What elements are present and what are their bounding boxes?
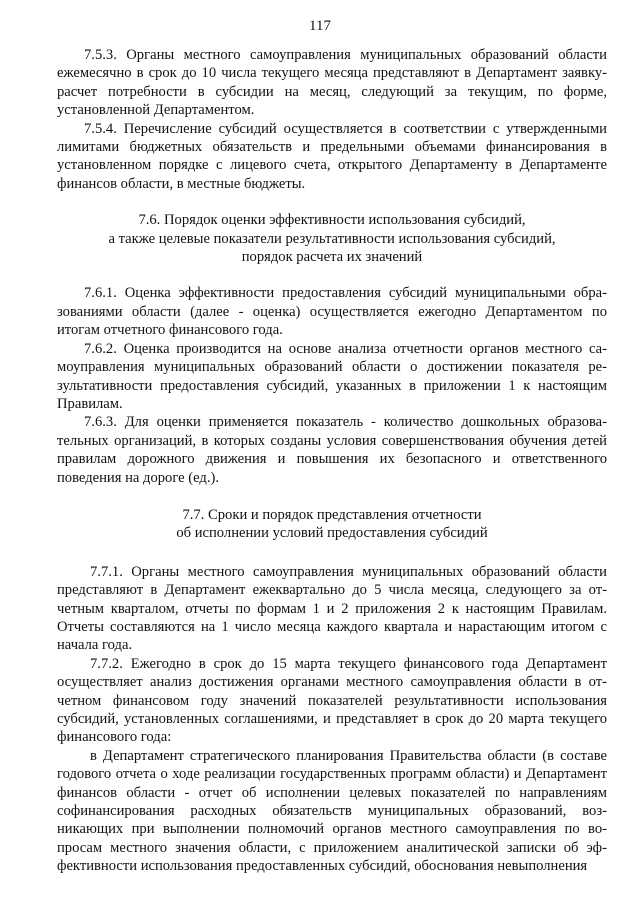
heading-line: 7.6. Порядок оценки эффективности использования субсидий, bbox=[138, 212, 526, 229]
heading-line: а также целевые показатели результативности использования субсидий, bbox=[108, 230, 556, 247]
paragraph-7-5-4: 7.5.4. Перечисление субсидий осуществляется в соответствии с утвержденными лимитами бюджетных обязательств и предельными объемами финансирования в установленном порядке с лицевого счета, открытого Департаменту в Департаменте финансов области, в местные бюджеты. bbox=[57, 120, 607, 192]
paragraph-7-7-1: 7.7.1. Органы местного самоуправления муниципальных образований области представляют в Департамент ежеквартально до 5 числа месяца, следующего за отчетным кварталом, отчеты по формам 1 и 2 приложения 2 к настоящим Правилам. Отчеты составляются на 1 число месяца каждого квартала и нарастающим итогом с начала года. bbox=[57, 563, 607, 654]
heading-line: 7.7. Сроки и порядок представления отчетности bbox=[182, 506, 482, 523]
paragraph-7-6-3: 7.6.3. Для оценки применяется показатель - количество дошкольных образовательных организаций, в которых созданы условия совершенствования обучения детей правилам дорожного движения и повышения их безопасного и ответственного поведения на дороге (ед.). bbox=[57, 414, 607, 486]
paragraph-7-5-3: 7.5.3. Органы местного самоуправления муниципальных образований области ежемесячно в срок до 10 числа текущего месяца представляют в Департамент заявку-расчет потребности в субсидии на месяц, следующий за текущим, по форме, установленной Департаментом. bbox=[57, 47, 607, 119]
heading-line: порядок расчета их значений bbox=[241, 249, 423, 266]
paragraph-strategic-planning: в Департамент стратегического планирования Правительства области (в составе годового отчета о ходе реализации государственных программ области) и Департамент финансов области - отчет об исполнении целевых показателей по направлениям софинансирования расходных обязательств муниципальных образований, возникающих при выполнении полномочий органов местного самоуправления по вопросам местного значения области, с приложением аналитической записки об эффективности использования предоставленных субсидий, обоснования невыполнения bbox=[57, 747, 607, 875]
heading-line: об исполнении условий предоставления субсидий bbox=[176, 525, 488, 542]
section-heading-7-7 bbox=[57, 506, 607, 543]
paragraph-7-6-1: 7.6.1. Оценка эффективности предоставления субсидий муниципальными образованиями области (далее - оценка) осуществляется ежегодно Департаментом по итогам отчетного финансового года. bbox=[57, 285, 607, 339]
page-number: 117 bbox=[309, 18, 331, 34]
paragraph-7-7-2: 7.7.2. Ежегодно в срок до 15 марта текущего финансового года Департамент осуществляет анализ достижения органами местного самоуправления области в отчетном финансовом году значений показателей результативности использования субсидий, установленных соглашениями, и представляет в срок до 20 марта текущего финансового года: bbox=[57, 655, 607, 746]
document-body bbox=[57, 46, 607, 876]
paragraph-7-6-2: 7.6.2. Оценка производится на основе анализа отчетности органов местного самоуправления муниципальных образований области о достижении показателя результативности предоставления субсидий, указанных в приложении 1 к настоящим Правилам. bbox=[57, 340, 607, 412]
section-heading-7-6 bbox=[57, 211, 607, 266]
